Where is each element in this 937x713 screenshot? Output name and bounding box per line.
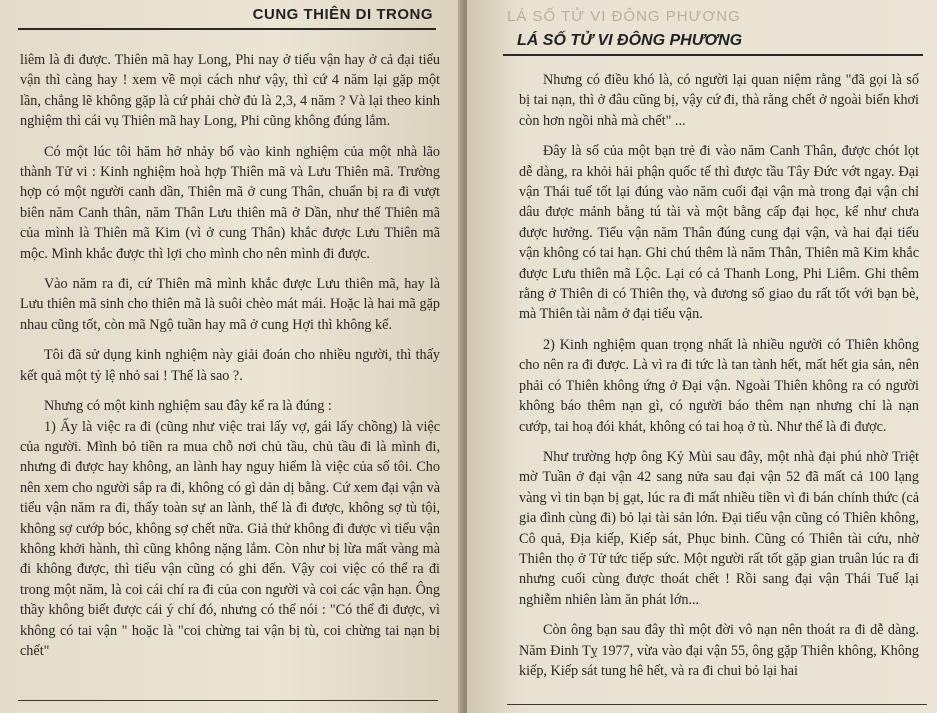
running-header-right: LÁ SỐ TỬ VI ĐÔNG PHƯƠNG: [517, 32, 743, 49]
paragraph: 1) Ấy là việc ra đi (cũng như việc trai lấy vợ, gái lấy chồng) là việc của người. Mình bỏ tiền ra mua chỗ nơi chủ tầu, chủ tầu đi là mình đi, nhưng đi được hay không, an lành hay nguy hiểm là việc của số tôi. Cho nên xem cho người sắp ra đi, không có gì dản dị bằng. Cứ xem đại vận và tiểu vận năm ra đi, thấy toàn sự an lành, thế là đi được, không sợ tù tội, không sợ cướp bóc, không sợ chết nữa. Giả thử không đi được vì tiểu vận không khởi hành, thì cũng không nặng lắm. Còn như bị lừa mất vàng mà đi không được, thì tiểu vận cũng có ghi đến. Vậy coi việc có thể ra đi trong một năm, là coi cái chí ra đi của con người và coi các vận hạn. Ông thầy không biết được cái ý chí đó, nhưng có thể nói : "Có thể đi được, vì không có tai vận " hoặc là "coi chừng tai vận bị tù, coi chừng tai nạn bị chết": [20, 418, 440, 659]
footer-rule: [18, 700, 438, 701]
paragraph: liêm là đi được. Thiên mã hay Long, Phi nay ở tiểu vận hay ở cả đại tiểu vận thì càng hay ! xem về mọi cách như vậy, thì cứ 4 năm lại gặp một lần, chẳng lẽ không gặp là cứ phải chờ đủ là 2,3, 4 năm ? Và lại theo kinh nghiệm thì cái vụ Thiên mã hay Long, Phi cũng không đúng lắm.: [20, 52, 440, 130]
paragraph: Tôi đã sử dụng kinh nghiệm này giải đoán cho nhiều người, thì thấy kết quả một tỷ lệ nhỏ sai ! Thế là sao ?.: [20, 347, 440, 384]
footer-rule: [507, 704, 927, 705]
paragraph: Như trường hợp ông Kỷ Mùi sau đây, một nhà đại phú nhờ Triệt mờ Tuần ở đại vận 42 sang nửa sau đại vận 52 đã mất cả 100 lạng vàng vì tin bạn bị gạt, lúc ra đi mất nhiều tiền vì đi bán chính thức (cả gia đình cùng đi) bỏ lại tài sản lớn. Đại tiểu vận cũng có Thiên không, Cô quả, Địa kiếp, Kiếp sát, Phục binh. Cũng có Thiên tài cứu, nhờ Thiên thọ ở Tử tức tiếp sức. Một người rất tốt gặp gian truân lúc ra đi nhưng cuối cùng được thoát chết ! Rồi sang đại vận Thái Tuế lại nghiễm nhiên làm ăn phát lớn...: [519, 448, 919, 608]
left-page-body: [20, 50, 440, 671]
paragraph: Nhưng có điều khó là, có người lại quan niệm rằng "đã gọi là số bị tai nạn, thì ở đâu cũng bị, vậy cứ đi, thà rằng chết ở ngoài biển khơi còn hơn ngồi nhà mà chết" ...: [519, 72, 919, 129]
paragraph: Đây là số của một bạn trẻ đi vào năm Canh Thân, được chót lọt dễ dàng, ra khỏi hải phận quốc tế thì được tầu Tây Đức vớt ngay. Đại vận Thái tuế tốt lại đúng vào năm cuối đại vận mà trong đại vận chỉ dâu được mảnh bằng tú tài và một bằng cấp đại học, kể như chưa được hưởng. Tiểu vận năm Thân đúng cung đại vận, và hai đại tiểu vận không có tai hạn. Ghi chú thêm là năm Thân, Thiên mã Kim khắc được Lưu thiên mã Lộc. Lại có cả Thanh Long, Phi Liêm. Ghi thêm rằng ở Thiên di có Thiên thọ, và đương số giao du rất tốt với bạn bè, mà Thiên tài nằm ở đại tiểu vận.: [519, 143, 919, 323]
right-page: [467, 0, 937, 713]
paragraph: Có một lúc tôi hăm hở nhảy bổ vào kinh nghiệm của một nhà lão thành Tử vi : Kinh nghiệm hoà hợp Thiên mã và Lưu Thiên mã. Trường hợp có một người canh dần, Thiên mã ở cung Thân, chuẩn bị ra đi vượt biên năm Canh thân, năm Thân Lưu thiên mã ở Dần, như thế Thiên mã của mình là Thiên mã Kim (vì ở cung Thân) khắc được Lưu Thiên mã mộc. Mình khắc được thì lợi cho mình cho nên mình đi được.: [20, 143, 440, 262]
running-header-left: CUNG THIÊN DI TRONG: [252, 6, 433, 23]
right-page-body: [519, 70, 919, 691]
paragraph: Nhưng có một kinh nghiệm sau đây kể ra là đúng :: [44, 398, 332, 415]
paragraph: 2) Kinh nghiệm quan trọng nhất là nhiều người có Thiên không cho nên ra đi được. Là vì ra đi tức là tan tành hết, mất hết gia sản, nên phải có Thiên không ứng ở Đại vận. Ngoài Thiên không ra có người không báo thêm nạn gì, có người báo thêm nạn nhưng chỉ là nạn cướp, tai hoạ đói khát, không có tai hoạ ở tù. Như thế là đi được.: [519, 336, 919, 435]
paragraph: Còn ông bạn sau đây thì một đời vô nạn nên thoát ra đi dễ dàng. Năm Đinh Tỵ 1977, vừa vào đại vận 55, ông gặp Thiên không, Không kiếp, Kiếp sát tung hê hết, và ra đi chui bỏ lại hai: [519, 622, 919, 679]
show-through-header: LÁ SỐ TỬ VI ĐÔNG PHƯƠNG: [507, 8, 741, 25]
left-page: [0, 0, 463, 713]
header-rule: [18, 28, 436, 30]
paragraph: Vào năm ra đi, cứ Thiên mã mình khắc được Lưu thiên mã, hay là Lưu thiên mã sinh cho thiên mã là suôi chèo mát mái. Hoặc là hai mã gặp nhau cũng tốt, còn mã Ngộ tuần hay mã ở cung Hợi thì không kể.: [20, 276, 440, 333]
header-rule: [503, 54, 923, 56]
